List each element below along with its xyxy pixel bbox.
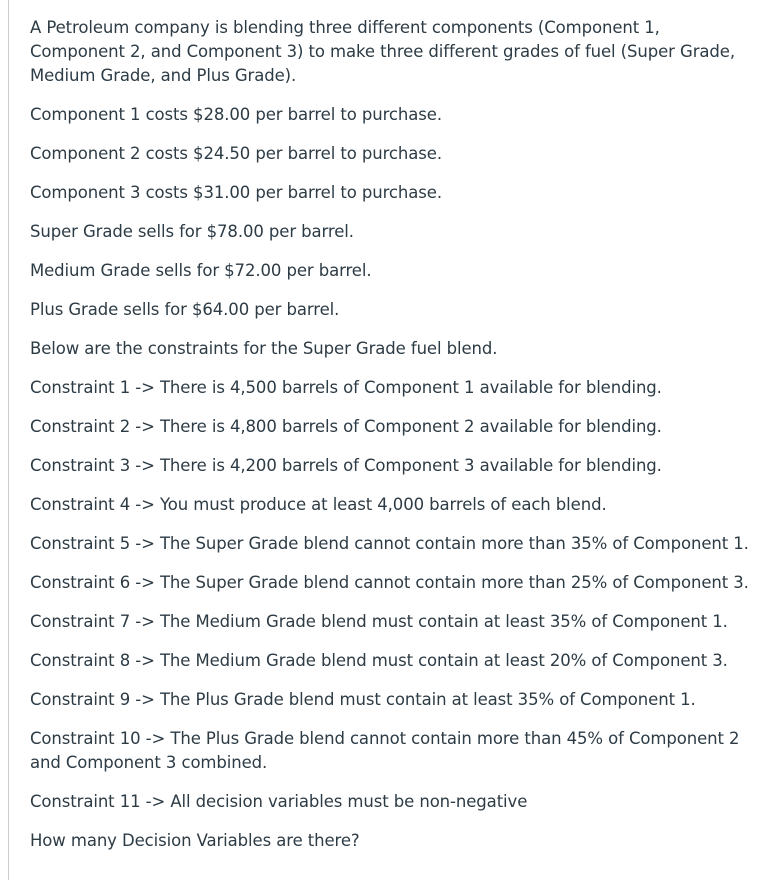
- constraint-8: Constraint 8 -> The Medium Grade blend must contain at least 20% of Component 3.: [30, 651, 728, 670]
- super-grade-price: Super Grade sells for $78.00 per barrel.: [30, 222, 354, 241]
- component-1-cost: Component 1 costs $28.00 per barrel to purchase.: [30, 105, 442, 124]
- constraint-5: Constraint 5 -> The Super Grade blend cannot contain more than 35% of Component 1.: [30, 534, 749, 553]
- constraint-1: Constraint 1 -> There is 4,500 barrels of Component 1 available for blending.: [30, 378, 662, 397]
- constraint-6: Constraint 6 -> The Super Grade blend cannot contain more than 25% of Component 3.: [30, 573, 749, 592]
- constraint-7: Constraint 7 -> The Medium Grade blend must contain at least 35% of Component 1.: [30, 612, 728, 631]
- question-panel: [8, 0, 760, 880]
- constraint-3: Constraint 3 -> There is 4,200 barrels of Component 3 available for blending.: [30, 456, 662, 475]
- question-text: [30, 16, 752, 853]
- constraint-9: Constraint 9 -> The Plus Grade blend must contain at least 35% of Component 1.: [30, 690, 696, 709]
- constraints-heading: Below are the constraints for the Super Grade fuel blend.: [30, 339, 498, 358]
- constraint-11: Constraint 11 -> All decision variables must be non-negative: [30, 792, 528, 811]
- question-prompt: How many Decision Variables are there?: [30, 831, 360, 850]
- plus-grade-price: Plus Grade sells for $64.00 per barrel.: [30, 300, 340, 319]
- medium-grade-price: Medium Grade sells for $72.00 per barrel.: [30, 261, 372, 280]
- constraint-10: Constraint 10 -> The Plus Grade blend cannot contain more than 45% of Component 2 and Component 3 combined.: [30, 729, 740, 772]
- constraint-4: Constraint 4 -> You must produce at least 4,000 barrels of each blend.: [30, 495, 607, 514]
- component-3-cost: Component 3 costs $31.00 per barrel to purchase.: [30, 183, 442, 202]
- constraint-2: Constraint 2 -> There is 4,800 barrels of Component 2 available for blending.: [30, 417, 662, 436]
- question-intro: A Petroleum company is blending three different components (Component 1, Component 2, and Component 3) to make three different grades of fuel (Super Grade, Medium Grade, and Plus Grade).: [30, 18, 735, 85]
- component-2-cost: Component 2 costs $24.50 per barrel to purchase.: [30, 144, 442, 163]
